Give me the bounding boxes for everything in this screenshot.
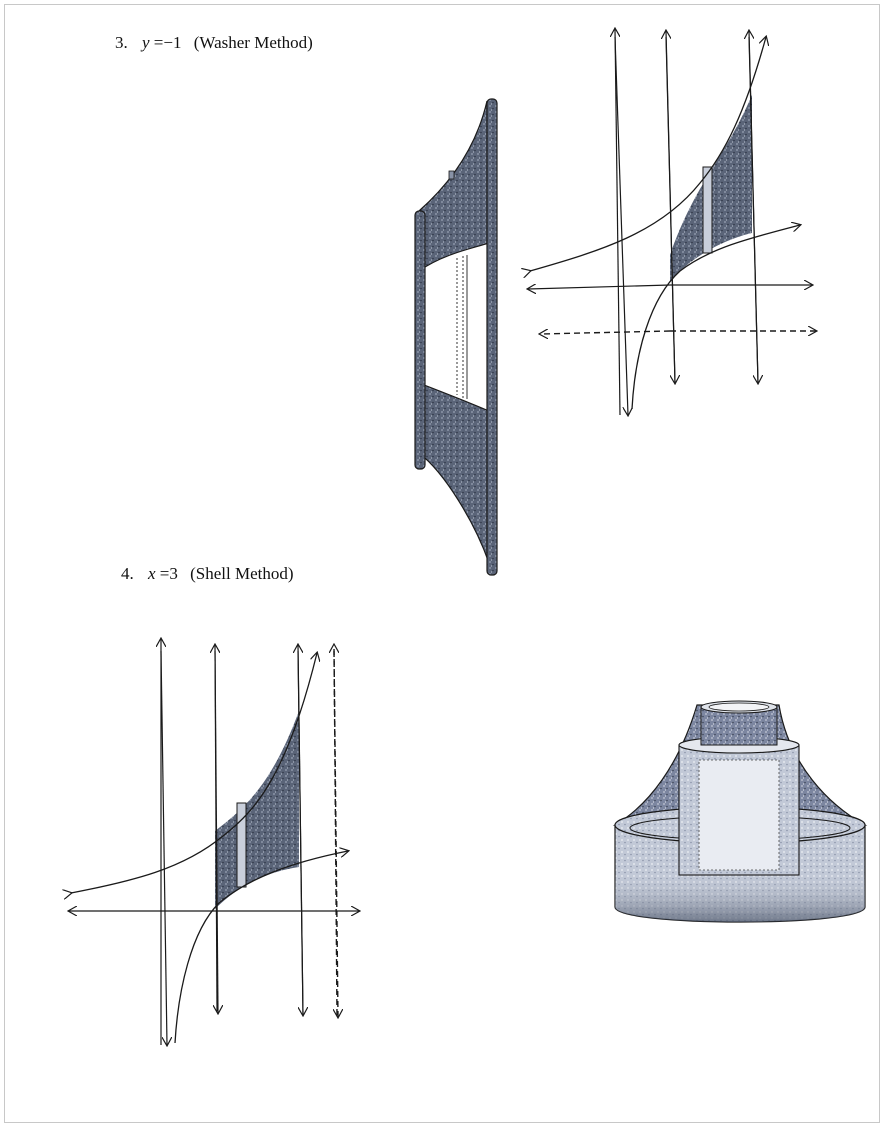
logarithmic-curve <box>175 851 348 1043</box>
method-label: (Shell Method) <box>190 564 294 583</box>
method-label: (Washer Method) <box>193 33 313 52</box>
washer-solid-illustration <box>405 93 515 579</box>
inner-hole <box>419 243 489 411</box>
rotation-axis-dashed <box>334 645 337 1015</box>
logarithmic-curve <box>632 225 800 409</box>
axis-equation: y =−1 <box>142 33 182 52</box>
left-rim <box>415 211 425 469</box>
upper-flare <box>419 101 489 271</box>
problem-4-heading <box>121 564 294 584</box>
problem-number: 3. <box>115 33 128 52</box>
y-axis-line <box>615 29 620 415</box>
worksheet-page <box>4 4 880 1123</box>
shell-solid-illustration <box>609 695 871 931</box>
problem-number: 4. <box>121 564 134 583</box>
problem-3-heading <box>115 33 313 53</box>
right-rim <box>487 99 497 575</box>
washer-graph <box>520 23 820 423</box>
lower-flare <box>419 383 489 563</box>
representative-rectangle <box>703 167 712 253</box>
axis-equation: x =3 <box>148 564 178 583</box>
shell-graph <box>63 631 363 1051</box>
